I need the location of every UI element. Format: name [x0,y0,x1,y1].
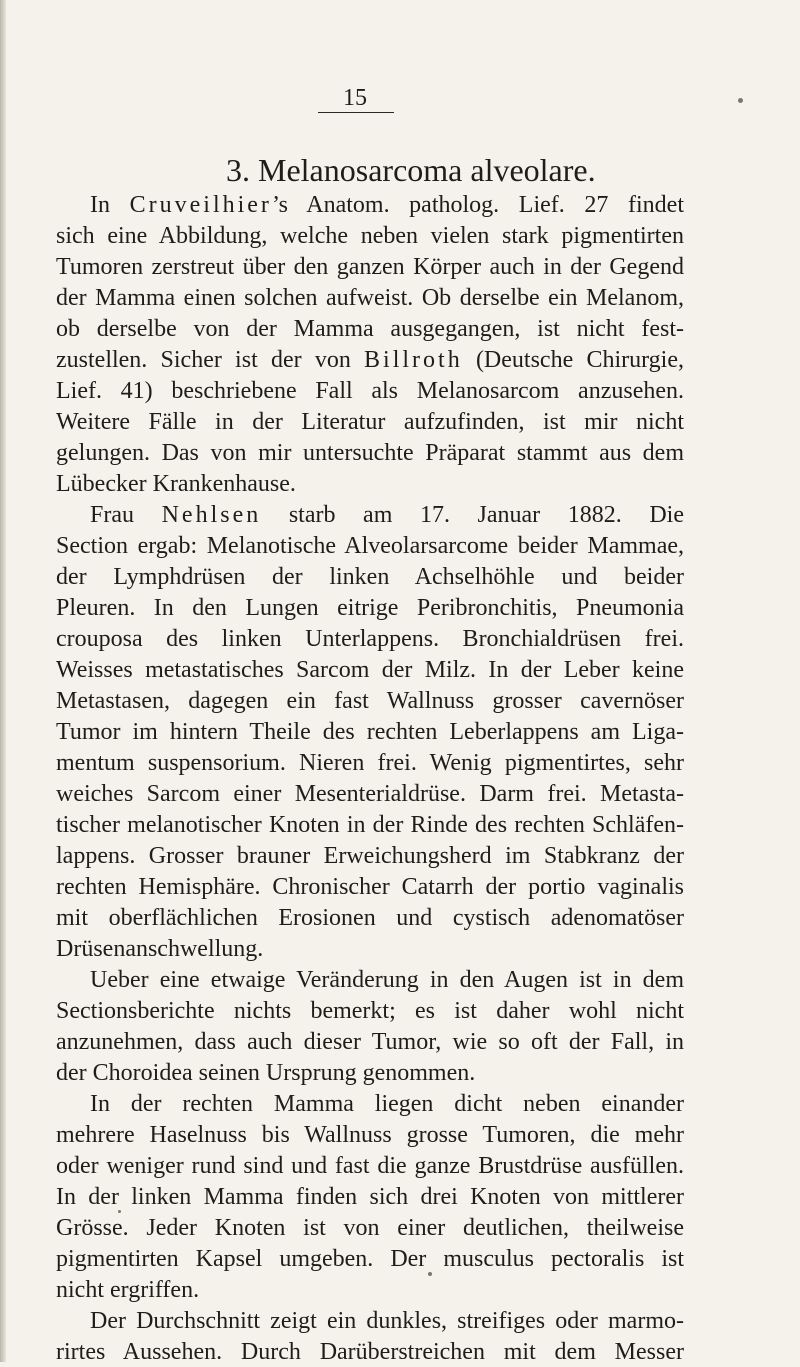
text-line: lappens. Grosser brauner Erweichungsherd im Stabkranz der [56,843,684,869]
text-line: der Mamma einen solchen aufweist. Ob derselbe ein Melanom, [56,285,684,311]
text-line: Weisses metastatisches Sarcom der Milz. In der Leber keine [56,657,684,683]
text-line: mit oberflächlichen Erosionen und cystisch adenomatöser [56,905,684,931]
text-line: mentum suspensorium. Nieren frei. Wenig pigmentirtes, sehr [56,750,684,776]
text-line: Metastasen, dagegen ein fast Wallnuss grosser cavernöser [56,688,684,714]
text-line: ob derselbe von der Mamma ausgegangen, ist nicht fest- [56,316,684,342]
text-line: rirtes Aussehen. Durch Darüberstreichen mit dem Messer [56,1339,684,1365]
text-line: pigmentirten Kapsel umgeben. Der musculus pectoralis ist [56,1246,684,1272]
section-heading: 3. Melanosarcoma alveolare. [226,152,596,188]
text-line: In Cruveilhier’s Anatom. patholog. Lief. 27 findet [90,192,684,218]
text-line: rechten Hemisphäre. Chronischer Catarrh der portio vaginalis [56,874,684,900]
text-line: Tumoren zerstreut über den ganzen Körper auch in der Gegend [56,254,684,280]
text-line: Lief. 41) beschriebene Fall als Melanosarcom anzusehen. [56,378,684,404]
text-line: Tumor im hintern Theile des rechten Leberlappens am Liga- [56,719,684,745]
text-line: zustellen. Sicher ist der von Billroth (Deutsche Chirurgie, [56,347,684,373]
patient-name: Nehlsen [161,502,262,528]
text-line: Pleuren. In den Lungen eitrige Peribronchitis, Pneumonia [56,595,684,621]
paper-speck [118,1210,121,1213]
text-line: sich eine Abbildung, welche neben vielen stark pigmentirten [56,223,684,249]
text-line: crouposa des linken Unterlappens. Bronchialdrüsen frei. [56,626,684,652]
text-line: Drüsenanschwellung. [56,936,264,962]
text-line: der Lymphdrüsen der linken Achselhöhle und beider [56,564,684,590]
text-line: In der linken Mamma finden sich drei Knoten von mittlerer [56,1184,684,1210]
text-line: gelungen. Das von mir untersuchte Präparat stammt aus dem [56,440,684,466]
scan-edge [0,0,6,1362]
text-line: Section ergab: Melanotische Alveolarsarcome beider Mammae, [56,533,684,559]
text-line: Grösse. Jeder Knoten ist von einer deutlichen, theilweise [56,1215,684,1241]
paper-speck [428,1272,432,1276]
paper-speck [738,98,743,103]
text-line: mehrere Haselnuss bis Wallnuss grosse Tumoren, die mehr [56,1122,684,1148]
text-line: Sectionsberichte nichts bemerkt; es ist daher wohl nicht [56,998,684,1024]
text-line: oder weniger rund sind und fast die ganze Brustdrüse ausfüllen. [56,1153,684,1179]
text-line: Frau Nehlsen starb am 17. Januar 1882. Die [90,502,684,528]
text-line: Weitere Fälle in der Literatur aufzufinden, ist mir nicht [56,409,684,435]
text-line: weiches Sarcom einer Mesenterialdrüse. Darm frei. Metasta- [56,781,684,807]
text-line: anzunehmen, dass auch dieser Tumor, wie so oft der Fall, in [56,1029,684,1055]
author-name: Cruveilhier [129,192,272,218]
author-name: Billroth [364,347,463,373]
text-line: tischer melanotischer Knoten in der Rinde des rechten Schläfen- [56,812,684,838]
text-line: Der Durchschnitt zeigt ein dunkles, streifiges oder marmo- [90,1308,684,1334]
text-line: Ueber eine etwaige Veränderung in den Augen ist in dem [90,967,684,993]
text-line: In der rechten Mamma liegen dicht neben einander [90,1091,684,1117]
text-line: der Choroidea seinen Ursprung genommen. [56,1060,476,1086]
page-number: 15 [343,85,367,111]
page-number-rule [318,112,394,113]
text-line: nicht ergriffen. [56,1277,200,1303]
text-line: Lübecker Krankenhause. [56,471,296,497]
